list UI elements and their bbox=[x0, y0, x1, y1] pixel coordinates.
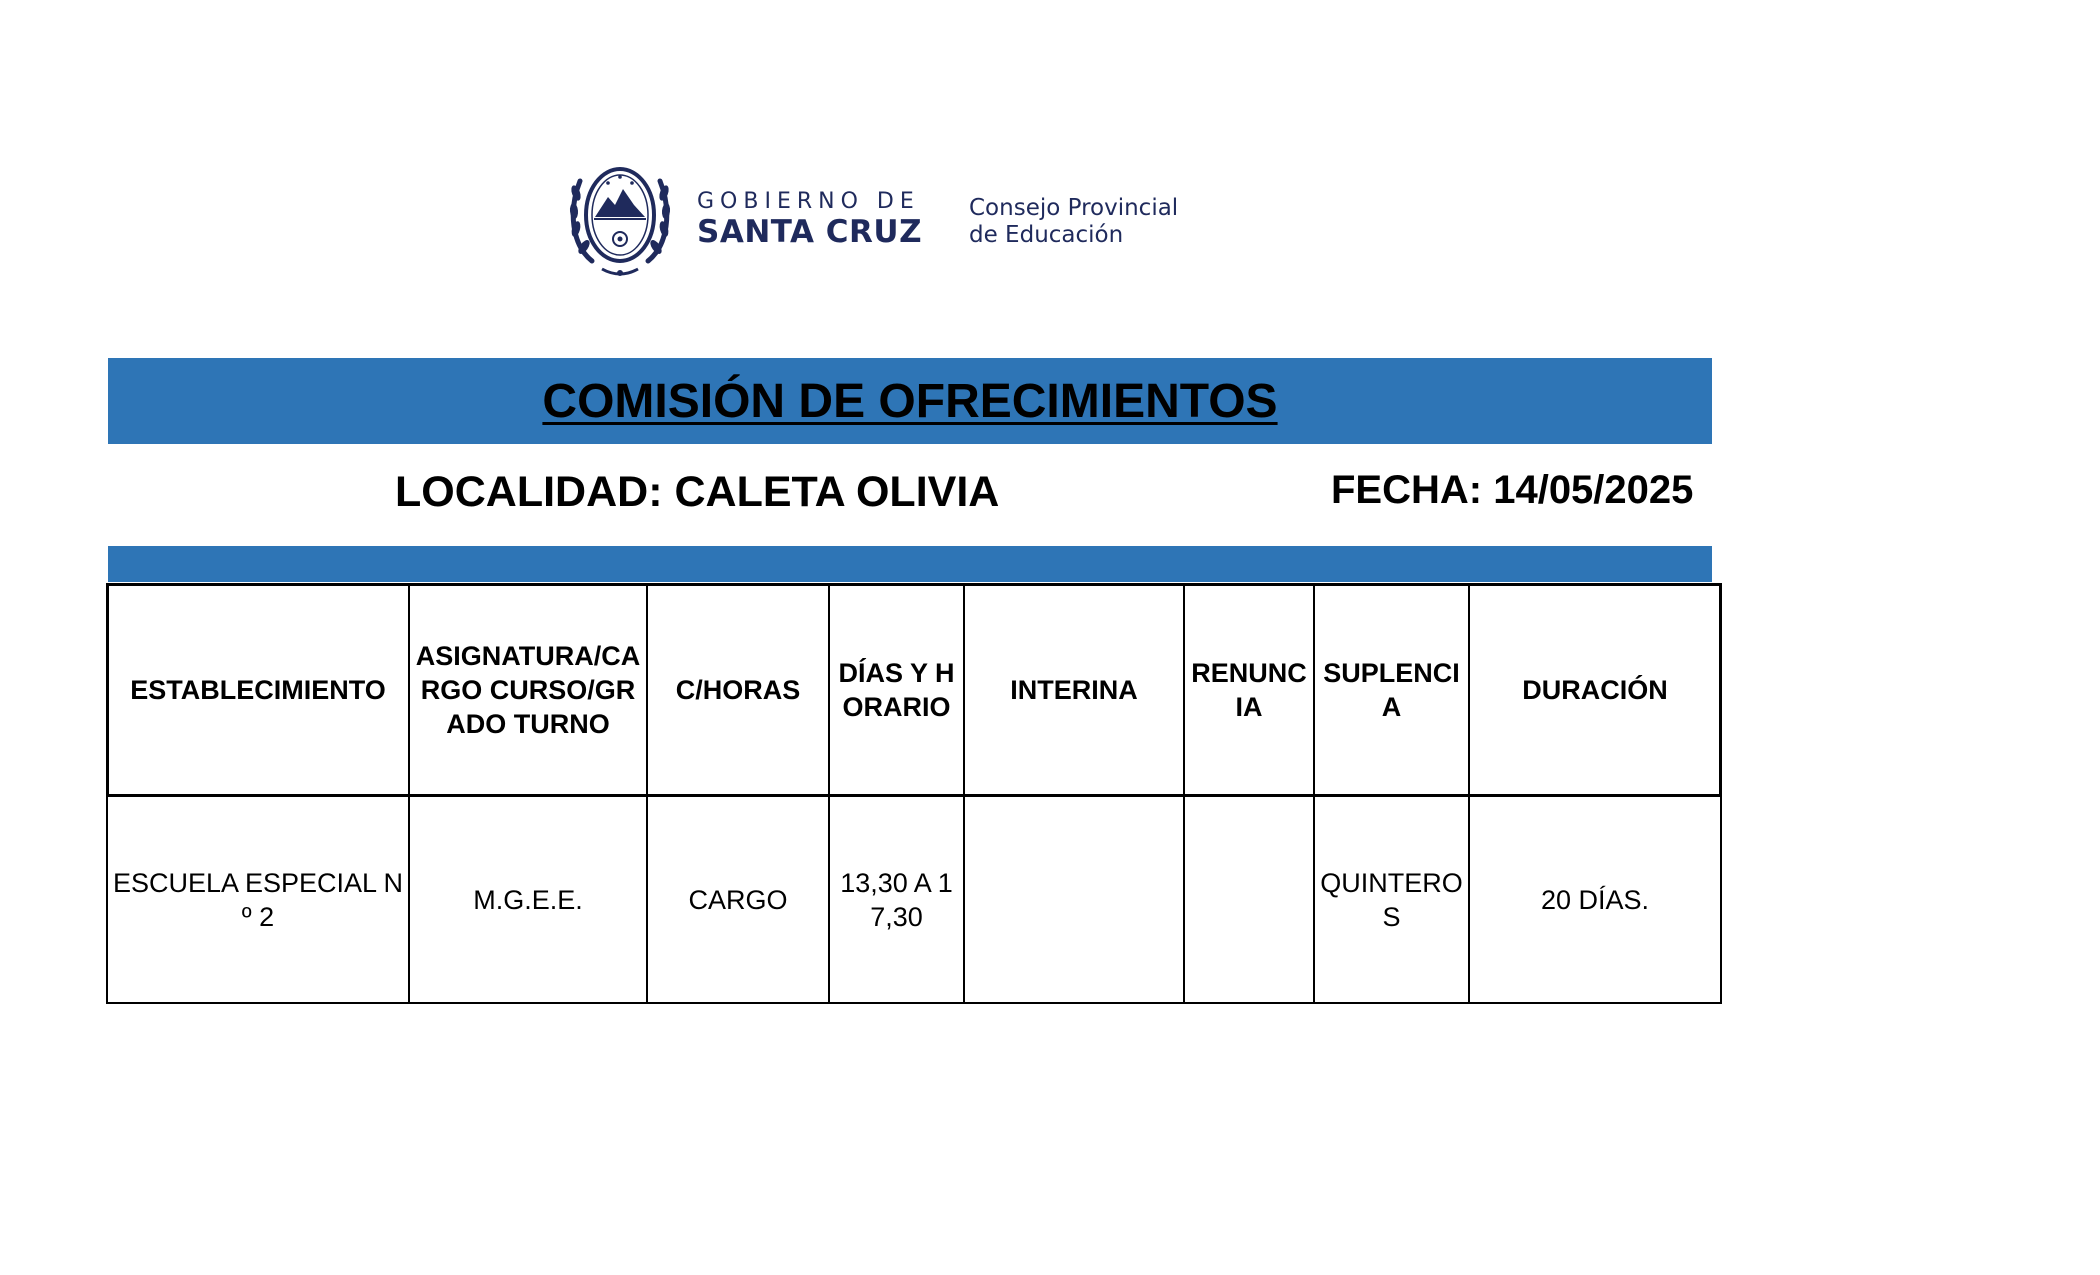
cell-establecimiento: ESCUELA ESPECIAL Nº 2 bbox=[107, 796, 409, 1003]
council-line-2: de Educación bbox=[969, 222, 1124, 248]
table-row bbox=[107, 796, 1721, 1003]
cell-interina bbox=[964, 796, 1184, 1003]
cell-horas: CARGO bbox=[647, 796, 829, 1003]
government-line-1: GOBIERNO DE bbox=[697, 189, 920, 214]
cell-duracion: 20 DÍAS. bbox=[1469, 796, 1721, 1003]
government-wordmark bbox=[697, 189, 922, 249]
cell-dias-horario: 13,30 A 17,30 bbox=[829, 796, 964, 1003]
table-top-band bbox=[108, 546, 1712, 582]
government-line-2: SANTA CRUZ bbox=[697, 214, 923, 250]
santa-cruz-coat-of-arms-icon bbox=[568, 153, 672, 283]
column-header-establecimiento: ESTABLECIMIENTO bbox=[107, 584, 409, 796]
council-wordmark bbox=[969, 195, 1178, 249]
page-title: COMISIÓN DE OFRECIMIENTOS bbox=[542, 375, 1278, 428]
table-header-row bbox=[107, 584, 1721, 796]
cell-asignatura: M.G.E.E. bbox=[409, 796, 647, 1003]
column-header-horas: C/HORAS bbox=[647, 584, 829, 796]
column-header-suplencia: SUPLENCIA bbox=[1314, 584, 1469, 796]
cell-suplencia: QUINTEROS bbox=[1314, 796, 1469, 1003]
offers-table bbox=[106, 583, 1722, 1004]
column-header-renuncia: RENUNCIA bbox=[1184, 584, 1314, 796]
council-line-1: Consejo Provincial bbox=[969, 195, 1179, 221]
cell-renuncia bbox=[1184, 796, 1314, 1003]
date-label: FECHA: 14/05/2025 bbox=[1331, 468, 1694, 512]
title-band bbox=[108, 358, 1712, 444]
header-logo bbox=[568, 153, 1208, 288]
column-header-asignatura: ASIGNATURA/CARGO CURSO/GRADO TURNO bbox=[409, 584, 647, 796]
column-header-interina: INTERINA bbox=[964, 584, 1184, 796]
locality-label: LOCALIDAD: CALETA OLIVIA bbox=[395, 468, 1000, 516]
column-header-dias-horario: DÍAS Y HORARIO bbox=[829, 584, 964, 796]
column-header-duracion: DURACIÓN bbox=[1469, 584, 1721, 796]
